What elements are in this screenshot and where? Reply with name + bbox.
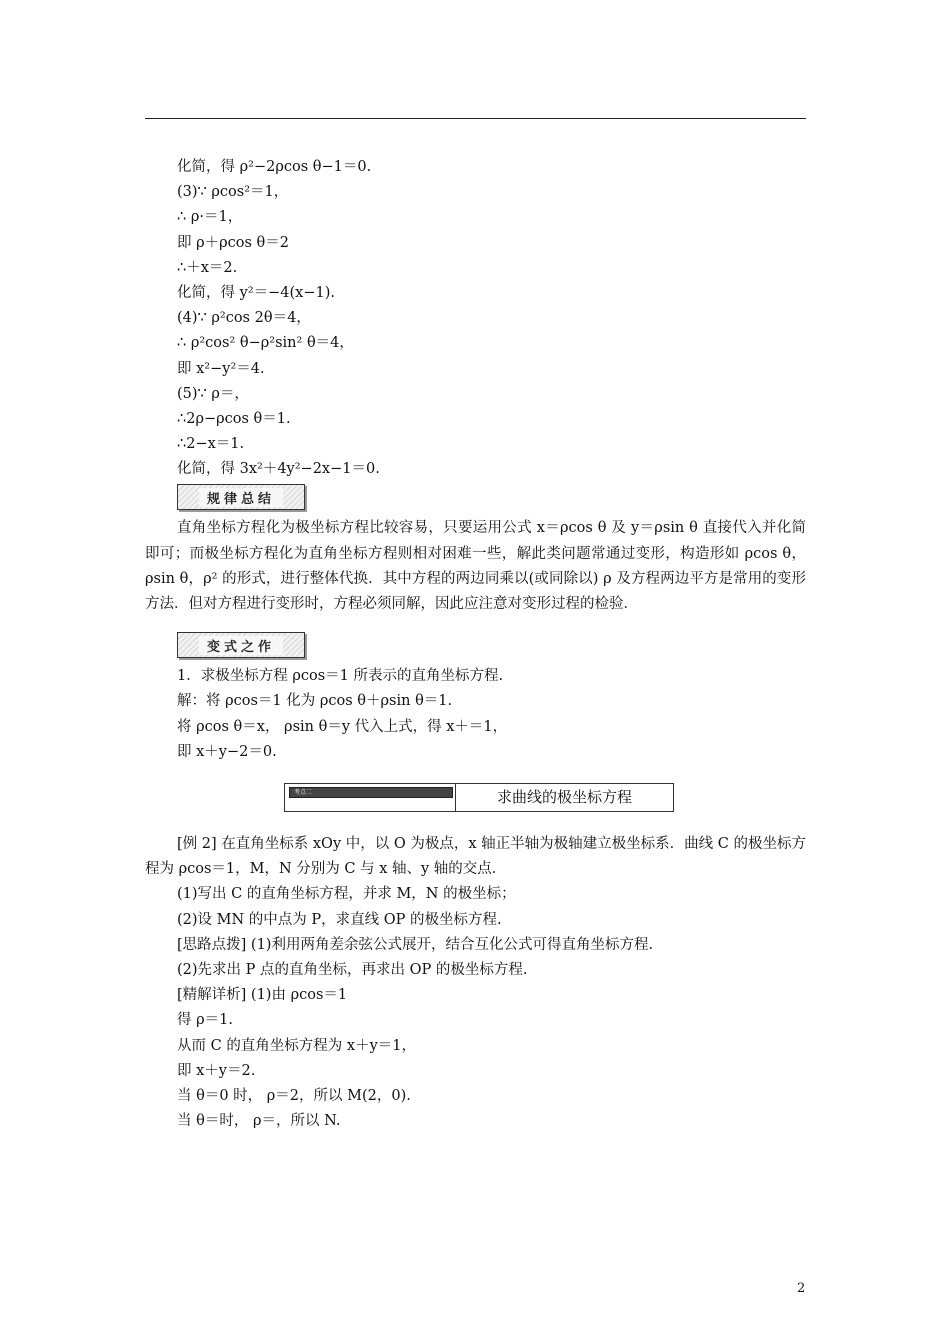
text-line: 当 θ＝0 时， ρ＝2，所以 M(2，0). <box>177 1087 411 1104</box>
text-line: ∴ ρ²cos² θ−ρ²sin² θ＝4， <box>177 335 354 352</box>
text-line: (4)∵ ρ²cos 2θ＝4， <box>177 310 311 327</box>
text-line: (1)写出 C 的直角坐标方程，并求 M，N 的极坐标； <box>177 886 516 903</box>
text-line: (3)∵ ρcos²＝1， <box>177 184 289 201</box>
text-line: 解：将 ρcos＝1 化为 ρcos θ＋ρsin θ＝1. <box>177 693 453 710</box>
text-line: 化简，得 y²＝−4(x−1). <box>177 284 335 301</box>
rule-summary-banner <box>145 482 806 516</box>
text-line: ∴2ρ−ρcos θ＝1. <box>177 410 291 427</box>
text-line: 从而 C 的直角坐标方程为 x＋y＝1， <box>177 1037 417 1054</box>
section-title: 求曲线的极坐标方程 <box>496 788 632 806</box>
document-body <box>145 155 806 1134</box>
text-line: 即 x＋y−2＝0. <box>177 743 277 760</box>
header-rule <box>145 118 806 119</box>
text-line: 即 ρ＋ρcos θ＝2 <box>177 234 290 251</box>
text-line: 1．求极坐标方程 ρcos＝1 所表示的直角坐标方程. <box>177 668 504 685</box>
banner-box <box>177 484 305 510</box>
text-line: 得 ρ＝1. <box>177 1012 233 1029</box>
example-solution <box>145 882 806 1134</box>
banner-label: 规律总结 <box>199 488 283 507</box>
text-line: [精解详析] (1)由 ρcos＝1 <box>177 987 348 1004</box>
text-line: 化简，得 3x²＋4y²−2x−1＝0. <box>177 461 380 478</box>
text-line: (2)先求出 P 点的直角坐标，再求出 OP 的极坐标方程. <box>177 961 528 978</box>
text-line: ∴2−x＝1. <box>177 436 245 453</box>
text-line: 将 ρcos θ＝x， ρsin θ＝y 代入上式，得 x＋＝1， <box>177 718 508 735</box>
text-line: (5)∵ ρ＝， <box>177 385 249 402</box>
text-line: [思路点拨] (1)利用两角差余弦公式展开，结合互化公式可得直角坐标方程. <box>177 936 654 953</box>
text-line: 化简，得 ρ²−2ρcos θ−1＝0. <box>177 159 372 175</box>
section-header <box>284 783 674 812</box>
banner-label: 变式之作 <box>199 636 283 655</box>
text-line: (2)设 MN 的中点为 P，求直线 OP 的极坐标方程. <box>177 911 502 928</box>
section-label: 考点二 <box>289 787 453 798</box>
text-line: ∴ ρ·＝1， <box>177 209 243 226</box>
banner-box <box>177 632 305 658</box>
text-line: 当 θ＝时， ρ＝，所以 N. <box>177 1113 341 1130</box>
text-line: 即 x＋y＝2. <box>177 1062 256 1079</box>
example-paragraph: [例 2] 在直角坐标系 xOy 中，以 O 为极点，x 轴正半轴为极轴建立极坐标系．曲线 C 的极坐标方程为 ρcos＝1，M，N 分别为 C 与 x 轴、y 轴的交点． <box>145 836 806 878</box>
section-label-cell <box>285 784 456 811</box>
rule-summary-paragraph: 直角坐标方程化为极坐标方程比较容易，只要运用公式 x＝ρcos θ 及 y＝ρsin θ 直接代入并化简即可；而极坐标方程化为直角坐标方程则相对困难一些，解此类问题常通过变形，构造形如 ρcos θ，ρsin θ，ρ² 的形式，进行整体代换．其中方程的两边同乘以(或同除以) ρ 及方程两边平方是常用的变形方法．但对方程进行变形时，方程必须同解，因此应注意对变形过程的检验． <box>145 520 806 613</box>
page-number: 2 <box>797 1281 806 1296</box>
text-line: ∴＋x＝2. <box>177 259 238 276</box>
variant-exercise <box>145 664 806 765</box>
text-line: 即 x²−y²＝4. <box>177 360 265 377</box>
solution-steps <box>145 155 806 482</box>
variant-banner <box>145 630 806 664</box>
